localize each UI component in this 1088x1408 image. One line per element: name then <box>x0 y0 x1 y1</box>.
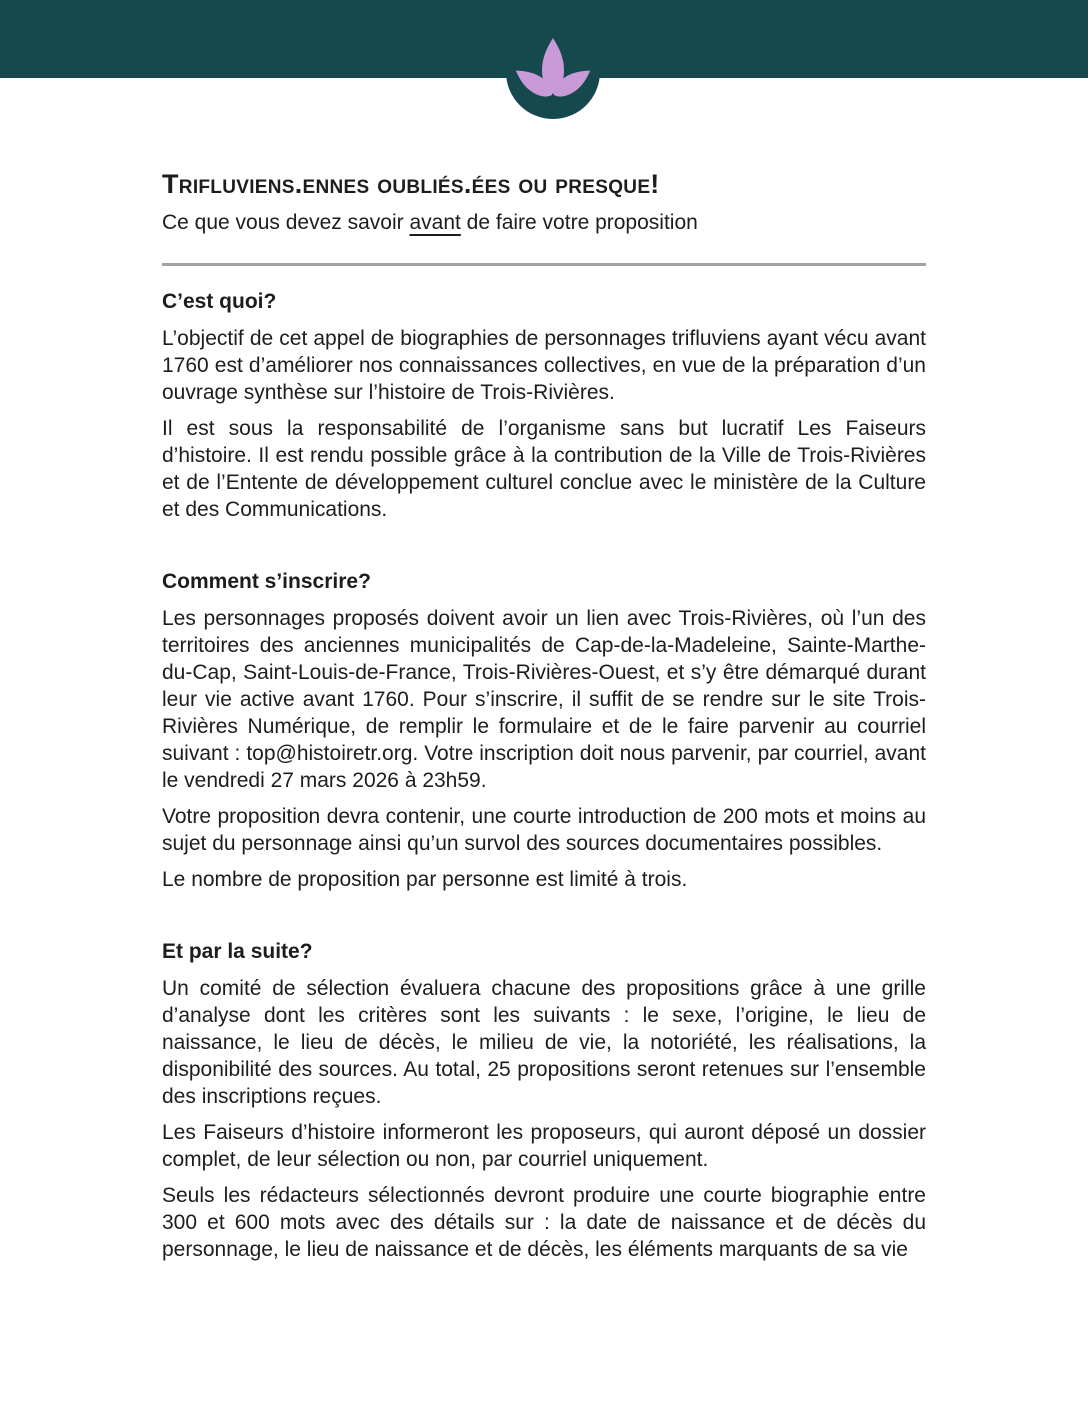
paragraph: Il est sous la responsabilité de l’organisme sans but lucratif Les Faiseurs d’histoire. Il est rendu possible grâce à la contribution de la Ville de Trois-Rivières et de l’Entente de développement culturel conclue avec le ministère de la Culture et des Communications. <box>162 417 926 521</box>
paragraph: Votre proposition devra contenir, une courte introduction de 200 mots et moins au sujet du personnage ainsi qu’un survol des sources documentaires possibles. <box>162 805 926 855</box>
section-et-par-la-suite <box>162 938 926 1263</box>
section-heading: C’est quoi? <box>162 290 277 313</box>
underlined-word: avant <box>409 211 461 234</box>
paragraph: Les personnages proposés doivent avoir un lien avec Trois-Rivières, où l’un des territoires des anciennes municipalités de Cap-de-la-Madeleine, Sainte-Marthe-du-Cap, Saint-Louis-de-France, Trois-Rivières-Ouest, et s’y être démarqué durant leur vie active avant 1760. Pour s’inscrire, il suffit de se rendre sur le site Trois-Rivières Numérique, de remplir le formulaire et de le faire parvenir au courriel suivant : top@histoiretr.org. Votre inscription doit nous parvenir, par courriel, avant le vendredi 27 mars 2026 à 23h59. <box>162 607 926 792</box>
paragraph: Un comité de sélection évaluera chacune des propositions grâce à une grille d’analyse dont les critères sont les suivants : le sexe, l’origine, le lieu de naissance, le lieu de décès, le milieu de vie, la notoriété, les réalisations, la disponibilité des sources. Au total, 25 propositions seront retenues sur l’ensemble des inscriptions reçues. <box>162 977 926 1108</box>
document-title: Trifluviens.ennes oubliés.ées ou presque! <box>162 169 660 199</box>
document-subtitle <box>162 209 926 236</box>
subtitle-text-pre: Ce que vous devez savoir <box>162 211 410 234</box>
section-heading: Et par la suite? <box>162 940 313 963</box>
section-comment-sinscrire <box>162 568 926 893</box>
subtitle-text-post: de faire votre proposition <box>460 211 698 234</box>
section-heading: Comment s’inscrire? <box>162 570 371 593</box>
paragraph: Le nombre de proposition par personne est limité à trois. <box>162 868 688 891</box>
paragraph: Les Faiseurs d’histoire informeront les proposeurs, qui auront déposé un dossier complet, de leur sélection ou non, par courriel uniquement. <box>162 1121 926 1171</box>
divider-rule <box>162 263 926 266</box>
section-cest-quoi <box>162 288 926 523</box>
paragraph: L’objectif de cet appel de biographies de personnages trifluviens ayant vécu avant 1760 est d’améliorer nos connaissances collectives, en vue de la préparation d’un ouvrage synthèse sur l’histoire de Trois-Rivières. <box>162 327 926 404</box>
document-content <box>162 78 926 1263</box>
paragraph: Seuls les rédacteurs sélectionnés devront produire une courte biographie entre 300 et 600 mots avec des détails sur : la date de naissance et de décès du personnage, le lieu de naissance et de décès, les éléments marquants de sa vie <box>162 1184 926 1261</box>
